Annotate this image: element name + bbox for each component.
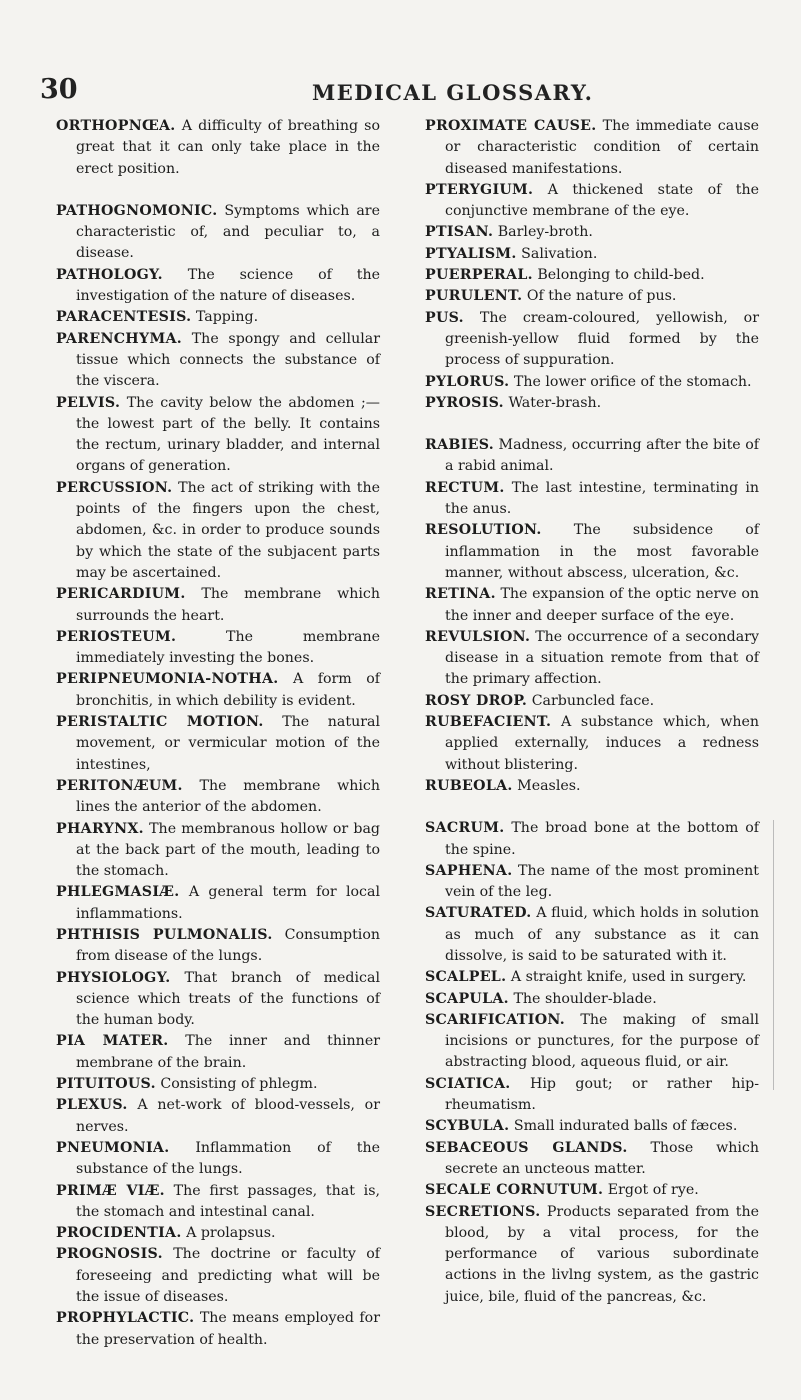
glossary-entry — [56, 776, 380, 819]
glossary-definition: The lower orifice of the stomach. — [513, 373, 752, 390]
glossary-definition: The expansion of the optic nerve on the inner and deeper surface of the eye. — [445, 586, 759, 624]
glossary-definition: The membrane immediately investing the bones. — [76, 628, 381, 667]
glossary-term: RUBEOLA. — [425, 777, 513, 794]
glossary-definition: A net-work of blood-vessels, or nerves. — [76, 1097, 380, 1135]
glossary-term: PTYALISM. — [425, 245, 517, 262]
glossary-entry — [425, 1202, 759, 1308]
glossary-term: SEBACEOUS GLANDS. — [425, 1139, 628, 1156]
glossary-term: PERITONÆUM. — [56, 777, 183, 794]
glossary-entry — [56, 584, 380, 627]
running-head-title: MEDICAL GLOSSARY. — [312, 80, 594, 105]
glossary-definition: A fluid, which holds in solution as much of any substance as it can dissolve, is said to be saturated with it. — [445, 905, 759, 964]
glossary-entry — [56, 1031, 380, 1074]
glossary-entry — [425, 584, 759, 627]
glossary-definition: Carbuncled face. — [531, 692, 655, 709]
glossary-term: PATHOLOGY. — [56, 266, 163, 283]
glossary-entry — [56, 882, 380, 925]
glossary-term: SECALE CORNUTUM. — [425, 1182, 604, 1199]
glossary-term: PATHOGNOMONIC. — [56, 202, 218, 219]
glossary-definition: The subsidence of inflammation in the most favorable manner, without abscess, ulceration, &c. — [445, 522, 759, 581]
glossary-entry — [425, 967, 759, 988]
glossary-entry — [56, 1181, 380, 1224]
glossary-term: SCAPULA. — [425, 990, 509, 1007]
glossary-definition: A form of bronchitis, in which debility is evident. — [76, 671, 380, 709]
glossary-term: PERIPNEUMONIA-NOTHA. — [56, 671, 279, 688]
glossary-term: PYROSIS. — [425, 394, 504, 411]
glossary-entry — [56, 819, 380, 883]
glossary-term: PTISAN. — [425, 224, 494, 241]
glossary-definition: Tapping. — [195, 309, 259, 326]
glossary-term: RABIES. — [425, 437, 495, 454]
glossary-entry — [56, 925, 380, 968]
glossary-entry — [425, 308, 759, 372]
glossary-entry — [425, 1074, 759, 1117]
glossary-definition: Ergot of rye. — [607, 1182, 699, 1199]
glossary-entry — [425, 286, 759, 307]
glossary-definition: Consumption from disease of the lungs. — [76, 926, 380, 965]
glossary-entry — [56, 478, 380, 584]
glossary-entry — [425, 393, 759, 414]
glossary-entry — [56, 393, 380, 478]
glossary-entry — [425, 180, 759, 223]
glossary-entry — [56, 1074, 380, 1095]
glossary-definition: A substance which, when applied externally, induces a redness without blistering. — [445, 714, 760, 773]
page-number: 30 — [40, 74, 78, 105]
glossary-definition: The name of the most prominent vein of the leg. — [445, 862, 760, 901]
glossary-definition: Small indurated balls of fæces. — [513, 1118, 738, 1135]
glossary-term: PARENCHYMA. — [56, 330, 182, 347]
glossary-definition: The inner and thinner membrane of the brain. — [76, 1033, 380, 1071]
glossary-definition: The doctrine or faculty of foreseeing and predicting what will be the issue of diseases. — [76, 1246, 381, 1306]
glossary-definition: Products separated from the blood, by a vital process, for the performance of various subordinate actions in the livlng system, as the gastric juice, bile, fluid of the pancreas, &c. — [445, 1203, 759, 1305]
glossary-definition: A difficulty of breathing so great that it can only take place in the erect position. — [76, 118, 380, 177]
glossary-term: PHTHISIS PULMONALIS. — [56, 926, 273, 943]
glossary-term: PRIMÆ VIÆ. — [56, 1182, 165, 1199]
glossary-term: PROGNOSIS. — [56, 1246, 163, 1263]
glossary-definition: Hip gout; or rather hip-rheumatism. — [445, 1075, 759, 1114]
glossary-entry — [425, 520, 759, 584]
glossary-term: PIA MATER. — [56, 1033, 169, 1050]
glossary-term: PLEXUS. — [56, 1097, 128, 1114]
margin-rule — [773, 820, 774, 1090]
glossary-definition: A straight knife, used in surgery. — [510, 969, 747, 986]
glossary-definition: Consisting of phlegm. — [160, 1076, 318, 1093]
glossary-definition: Of the nature of pus. — [526, 288, 677, 305]
glossary-definition: The occurrence of a secondary disease in a situation remote from that of the primary affection. — [445, 628, 759, 688]
glossary-entry — [56, 307, 380, 328]
glossary-term: PUERPERAL. — [425, 267, 533, 284]
glossary-entry — [425, 712, 759, 776]
glossary-entry — [425, 1180, 759, 1201]
glossary-definition: A thickened state of the conjunctive membrane of the eye. — [445, 181, 760, 220]
glossary-definition: Barley-broth. — [497, 224, 593, 241]
glossary-definition: The cream-coloured, yellowish, or greenish-yellow fluid formed by the process of suppuration. — [445, 309, 759, 369]
glossary-term: SCYBULA. — [425, 1118, 510, 1135]
glossary-term: PERISTALTIC MOTION. — [56, 714, 264, 731]
glossary-term: ROSY DROP. — [425, 692, 528, 709]
glossary-term: PERICARDIUM. — [56, 586, 186, 603]
glossary-entry — [425, 265, 759, 286]
glossary-entry — [425, 244, 759, 265]
glossary-definition: That branch of medical science which treats of the functions of the human body. — [76, 969, 380, 1029]
glossary-definition: Measles. — [517, 777, 581, 794]
glossary-definition: The means employed for the preservation of health. — [76, 1310, 380, 1348]
glossary-definition: The membrane which surrounds the heart. — [76, 586, 380, 624]
glossary-entry — [425, 691, 759, 712]
glossary-term: PROCIDENTIA. — [56, 1225, 182, 1242]
glossary-definition: The last intestine, terminating in the anus. — [445, 479, 759, 518]
glossary-entry — [425, 1138, 759, 1181]
glossary-entry — [56, 968, 380, 1032]
glossary-term: PTERYGIUM. — [425, 181, 534, 198]
glossary-term: RESOLUTION. — [425, 522, 542, 539]
glossary-term: PROXIMATE CAUSE. — [425, 118, 597, 134]
glossary-definition: The membrane which lines the anterior of the abdomen. — [76, 777, 380, 816]
glossary-definition: Symptoms which are characteristic of, and peculiar to, a disease. — [76, 202, 380, 262]
glossary-entry — [425, 435, 759, 478]
glossary-term: PNEUMONIA. — [56, 1139, 170, 1156]
glossary-definition: A general term for local inflammations. — [76, 884, 380, 922]
glossary-entry — [56, 1138, 380, 1181]
glossary-term: SCALPEL. — [425, 969, 507, 986]
right-column — [425, 116, 759, 1308]
glossary-entry — [425, 1010, 759, 1074]
glossary-entry — [425, 1116, 759, 1137]
glossary-definition: The membranous hollow or bag at the back part of the mouth, leading to the stomach. — [76, 820, 380, 880]
glossary-term: PHLEGMASIÆ. — [56, 884, 180, 901]
glossary-definition: Inflammation of the substance of the lungs. — [76, 1139, 380, 1178]
glossary-term: PITUITOUS. — [56, 1076, 156, 1093]
glossary-definition: Water-brash. — [508, 394, 602, 411]
glossary-entry — [56, 329, 380, 393]
glossary-term: PROPHYLACTIC. — [56, 1310, 195, 1327]
glossary-entry — [56, 116, 380, 180]
glossary-definition: The act of striking with the points of the fingers upon the chest, abdomen, &c. in order to produce sounds by which the state of the subjacent parts may be ascertained. — [76, 479, 380, 581]
glossary-term: ORTHOPNŒA. — [56, 118, 176, 134]
glossary-entry — [425, 222, 759, 243]
glossary-entry — [56, 265, 380, 308]
glossary-definition: The cavity below the abdomen ;— the lowest part of the belly. It contains the rectum, urinary bladder, and internal organs of generation. — [76, 394, 380, 475]
glossary-term: SATURATED. — [425, 905, 532, 922]
glossary-term: RUBEFACIENT. — [425, 714, 552, 731]
glossary-definition: The spongy and cellular tissue which connects the substance of the viscera. — [76, 330, 380, 390]
glossary-term: REVULSION. — [425, 628, 531, 645]
glossary-entry — [425, 818, 759, 861]
glossary-definition: The first passages, that is, the stomach and intestinal canal. — [76, 1182, 381, 1220]
glossary-entry — [425, 776, 759, 797]
glossary-term: PURULENT. — [425, 288, 523, 305]
glossary-term: RECTUM. — [425, 479, 505, 496]
left-column — [56, 116, 380, 1351]
glossary-term: RETINA. — [425, 586, 496, 603]
glossary-entry — [56, 1095, 380, 1138]
glossary-entry — [56, 627, 380, 670]
glossary-term: SACRUM. — [425, 820, 505, 837]
glossary-entry — [425, 478, 759, 521]
glossary-definition: Salivation. — [521, 245, 598, 262]
glossary-entry — [56, 201, 380, 265]
glossary-definition: Those which secrete an uncteous matter. — [445, 1139, 760, 1177]
glossary-entry — [425, 903, 759, 967]
glossary-entry — [425, 627, 759, 691]
glossary-term: SCIATICA. — [425, 1075, 511, 1092]
glossary-term: PYLORUS. — [425, 373, 510, 390]
glossary-term: PHYSIOLOGY. — [56, 969, 171, 986]
glossary-entry — [56, 1223, 380, 1244]
glossary-term: PERCUSSION. — [56, 479, 173, 496]
glossary-definition: The immediate cause or characteristic condition of certain diseased manifestations. — [445, 118, 760, 177]
glossary-entry — [56, 1244, 380, 1308]
glossary-definition: The making of small incisions or punctures, for the purpose of abstracting blood, aqueous fluid, or air. — [445, 1011, 759, 1071]
glossary-definition: A prolapsus. — [186, 1225, 276, 1242]
glossary-definition: The science of the investigation of the nature of diseases. — [76, 266, 380, 305]
glossary-entry — [56, 712, 380, 776]
glossary-term: SCARIFICATION. — [425, 1011, 565, 1028]
glossary-definition: The natural movement, or vermicular motion of the intestines, — [76, 714, 380, 773]
glossary-entry — [425, 372, 759, 393]
glossary-entry — [425, 116, 759, 180]
glossary-term: SECRETIONS. — [425, 1203, 541, 1220]
glossary-definition: The shoulder-blade. — [513, 990, 657, 1007]
glossary-term: PELVIS. — [56, 394, 121, 411]
glossary-entry — [425, 861, 759, 904]
glossary-term: PHARYNX. — [56, 820, 144, 837]
glossary-term: PARACENTESIS. — [56, 309, 192, 326]
glossary-entry — [425, 989, 759, 1010]
glossary-term: PERIOSTEUM. — [56, 628, 177, 645]
glossary-term: SAPHENA. — [425, 862, 513, 879]
glossary-definition: Madness, occurring after the bite of a rabid animal. — [445, 437, 759, 475]
glossary-entry — [56, 1308, 380, 1351]
glossary-definition: Belonging to child-bed. — [537, 267, 705, 284]
glossary-entry — [56, 669, 380, 712]
glossary-definition: The broad bone at the bottom of the spine. — [445, 820, 759, 858]
glossary-term: PUS. — [425, 309, 464, 326]
